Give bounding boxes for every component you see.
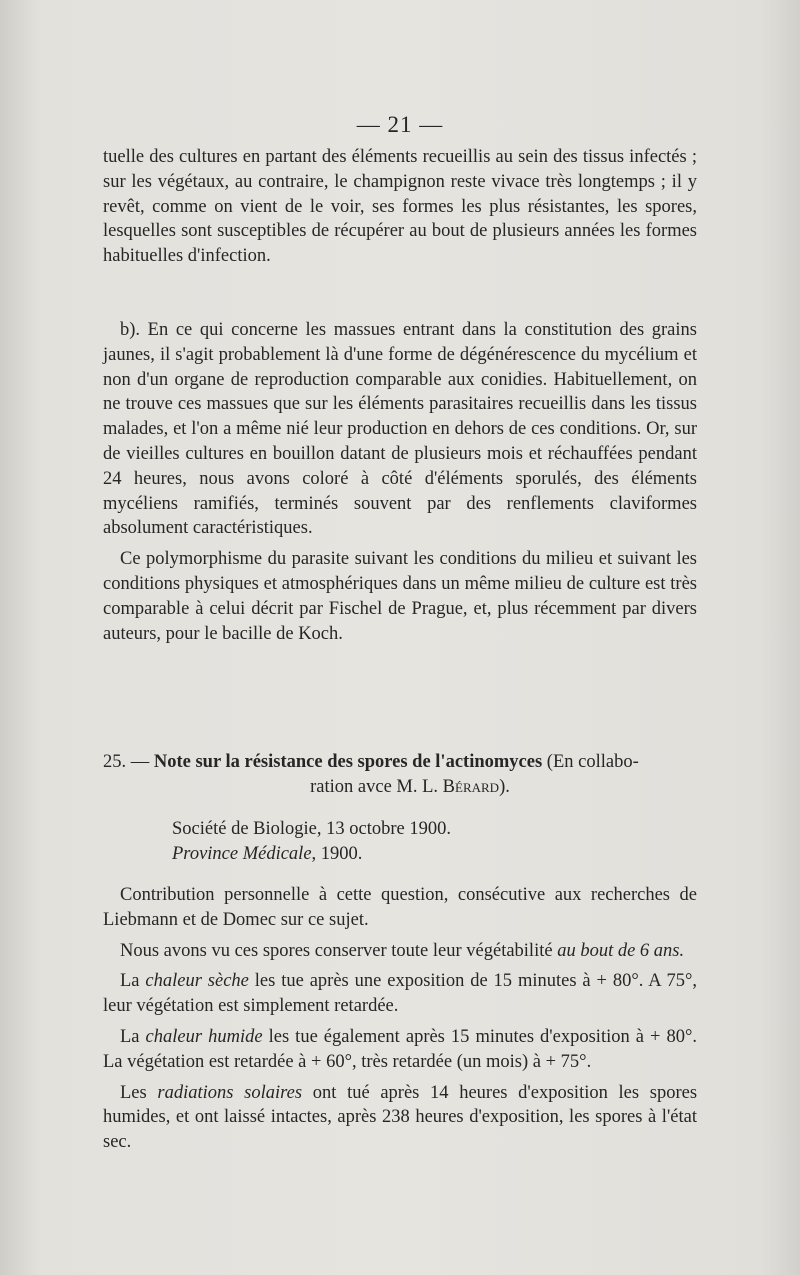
body-p3-start: La: [120, 971, 140, 992]
body-p4-end: les tue également après 15 minutes d'exposition à + 80°. La végétation est retardée à + 60°, très retardée (un mois) à + 75°.: [103, 1026, 697, 1072]
paragraph-b: [103, 318, 697, 541]
citation: [172, 817, 592, 867]
text-block-b: [103, 318, 697, 646]
section-collab-name: Bérard: [442, 777, 500, 797]
body-p4-italic: chaleur humide: [145, 1026, 263, 1047]
citation-journal-line: [172, 842, 592, 867]
section-number: 25. —: [103, 752, 150, 772]
body-p2-start: Nous avons vu ces spores conserver toute leur végétabilité: [120, 940, 553, 961]
body-paragraph-5: [103, 1081, 697, 1155]
body-paragraph-2: [103, 939, 697, 964]
citation-journal: Province Médicale: [172, 844, 312, 864]
body-paragraph-4: [103, 1025, 697, 1075]
citation-year: , 1900.: [311, 844, 363, 864]
section-heading: [103, 750, 697, 800]
section-collab-start: (En collabo-: [546, 752, 639, 772]
paragraph-polymorphisme: Ce polymorphisme du parasite suivant les conditions du milieu et suivant les conditions physiques et atmosphériques dans un même milieu de culture est très comparable à celui décrit par Fischel de Prague, et, plus récemment par divers auteurs, pour le bacille de Koch.: [103, 549, 697, 644]
text-block-body: [103, 883, 697, 1155]
body-p5-start: Les: [120, 1082, 147, 1103]
body-p3-italic: chaleur sèche: [145, 971, 249, 992]
body-p5-italic: radiations solaires: [157, 1082, 303, 1103]
paragraph-b-text: b). En ce qui concerne les massues entrant dans la constitution des grains jaunes, il s'agit probablement là d'une forme de dégénérescence du mycélium et non d'un organe de reproduction comparable aux conidies. Habituellement, on ne trouve ces massues que sur les éléments parasitaires recueillis dans les tissus malades, et l'on a même nié leur production en dehors de ces conditions. Or, sur de vieilles cultures en bouillon datant de plusieurs mois et réchauffées pendant 24 heures, nous avons coloré à côté d'éléments sporulés, des éléments mycéliens ramifiés, terminés souvent par des renflements claviformes absolument caractéristiques.: [103, 320, 697, 539]
section-collab-line: [103, 775, 697, 800]
body-paragraph-1: Contribution personnelle à cette question, consécutive aux recherches de Liebmann et de Domec sur ce sujet.: [103, 885, 697, 930]
paragraph-continuation: tuelle des cultures en partant des éléments recueillis au sein des tissus infectés ; sur les végétaux, au contraire, le champignon reste vivace très longtemps ; il y revêt, comme on vient de le voir, ses formes les plus résistantes, les spores, lesquelles sont susceptibles de récupérer au bout de plusieurs années les formes habituelles d'infection.: [103, 147, 697, 267]
section-collab-line2: ration avce M. L.: [310, 777, 439, 797]
body-p5-end: ont tué après 14 heures d'exposition les spores humides, et ont laissé intactes, après 238 heures d'exposition, les spores à l'état sec.: [103, 1082, 698, 1153]
body-p3-end: les tue après une exposition de 15 minutes à + 80°. A 75°, leur végétation est simplement retardée.: [103, 971, 697, 1017]
section-collab-end: ).: [499, 777, 510, 797]
section-title: Note sur la résistance des spores de l'actinomyces: [153, 752, 543, 772]
citation-society: Société de Biologie, 13 octobre 1900.: [172, 819, 451, 839]
body-p4-start: La: [120, 1026, 140, 1047]
body-p2-italic: au bout de 6 ans.: [557, 940, 685, 961]
body-paragraph-3: [103, 969, 697, 1019]
text-block-continuation: [103, 145, 697, 269]
page-number: — 21 —: [356, 112, 444, 137]
